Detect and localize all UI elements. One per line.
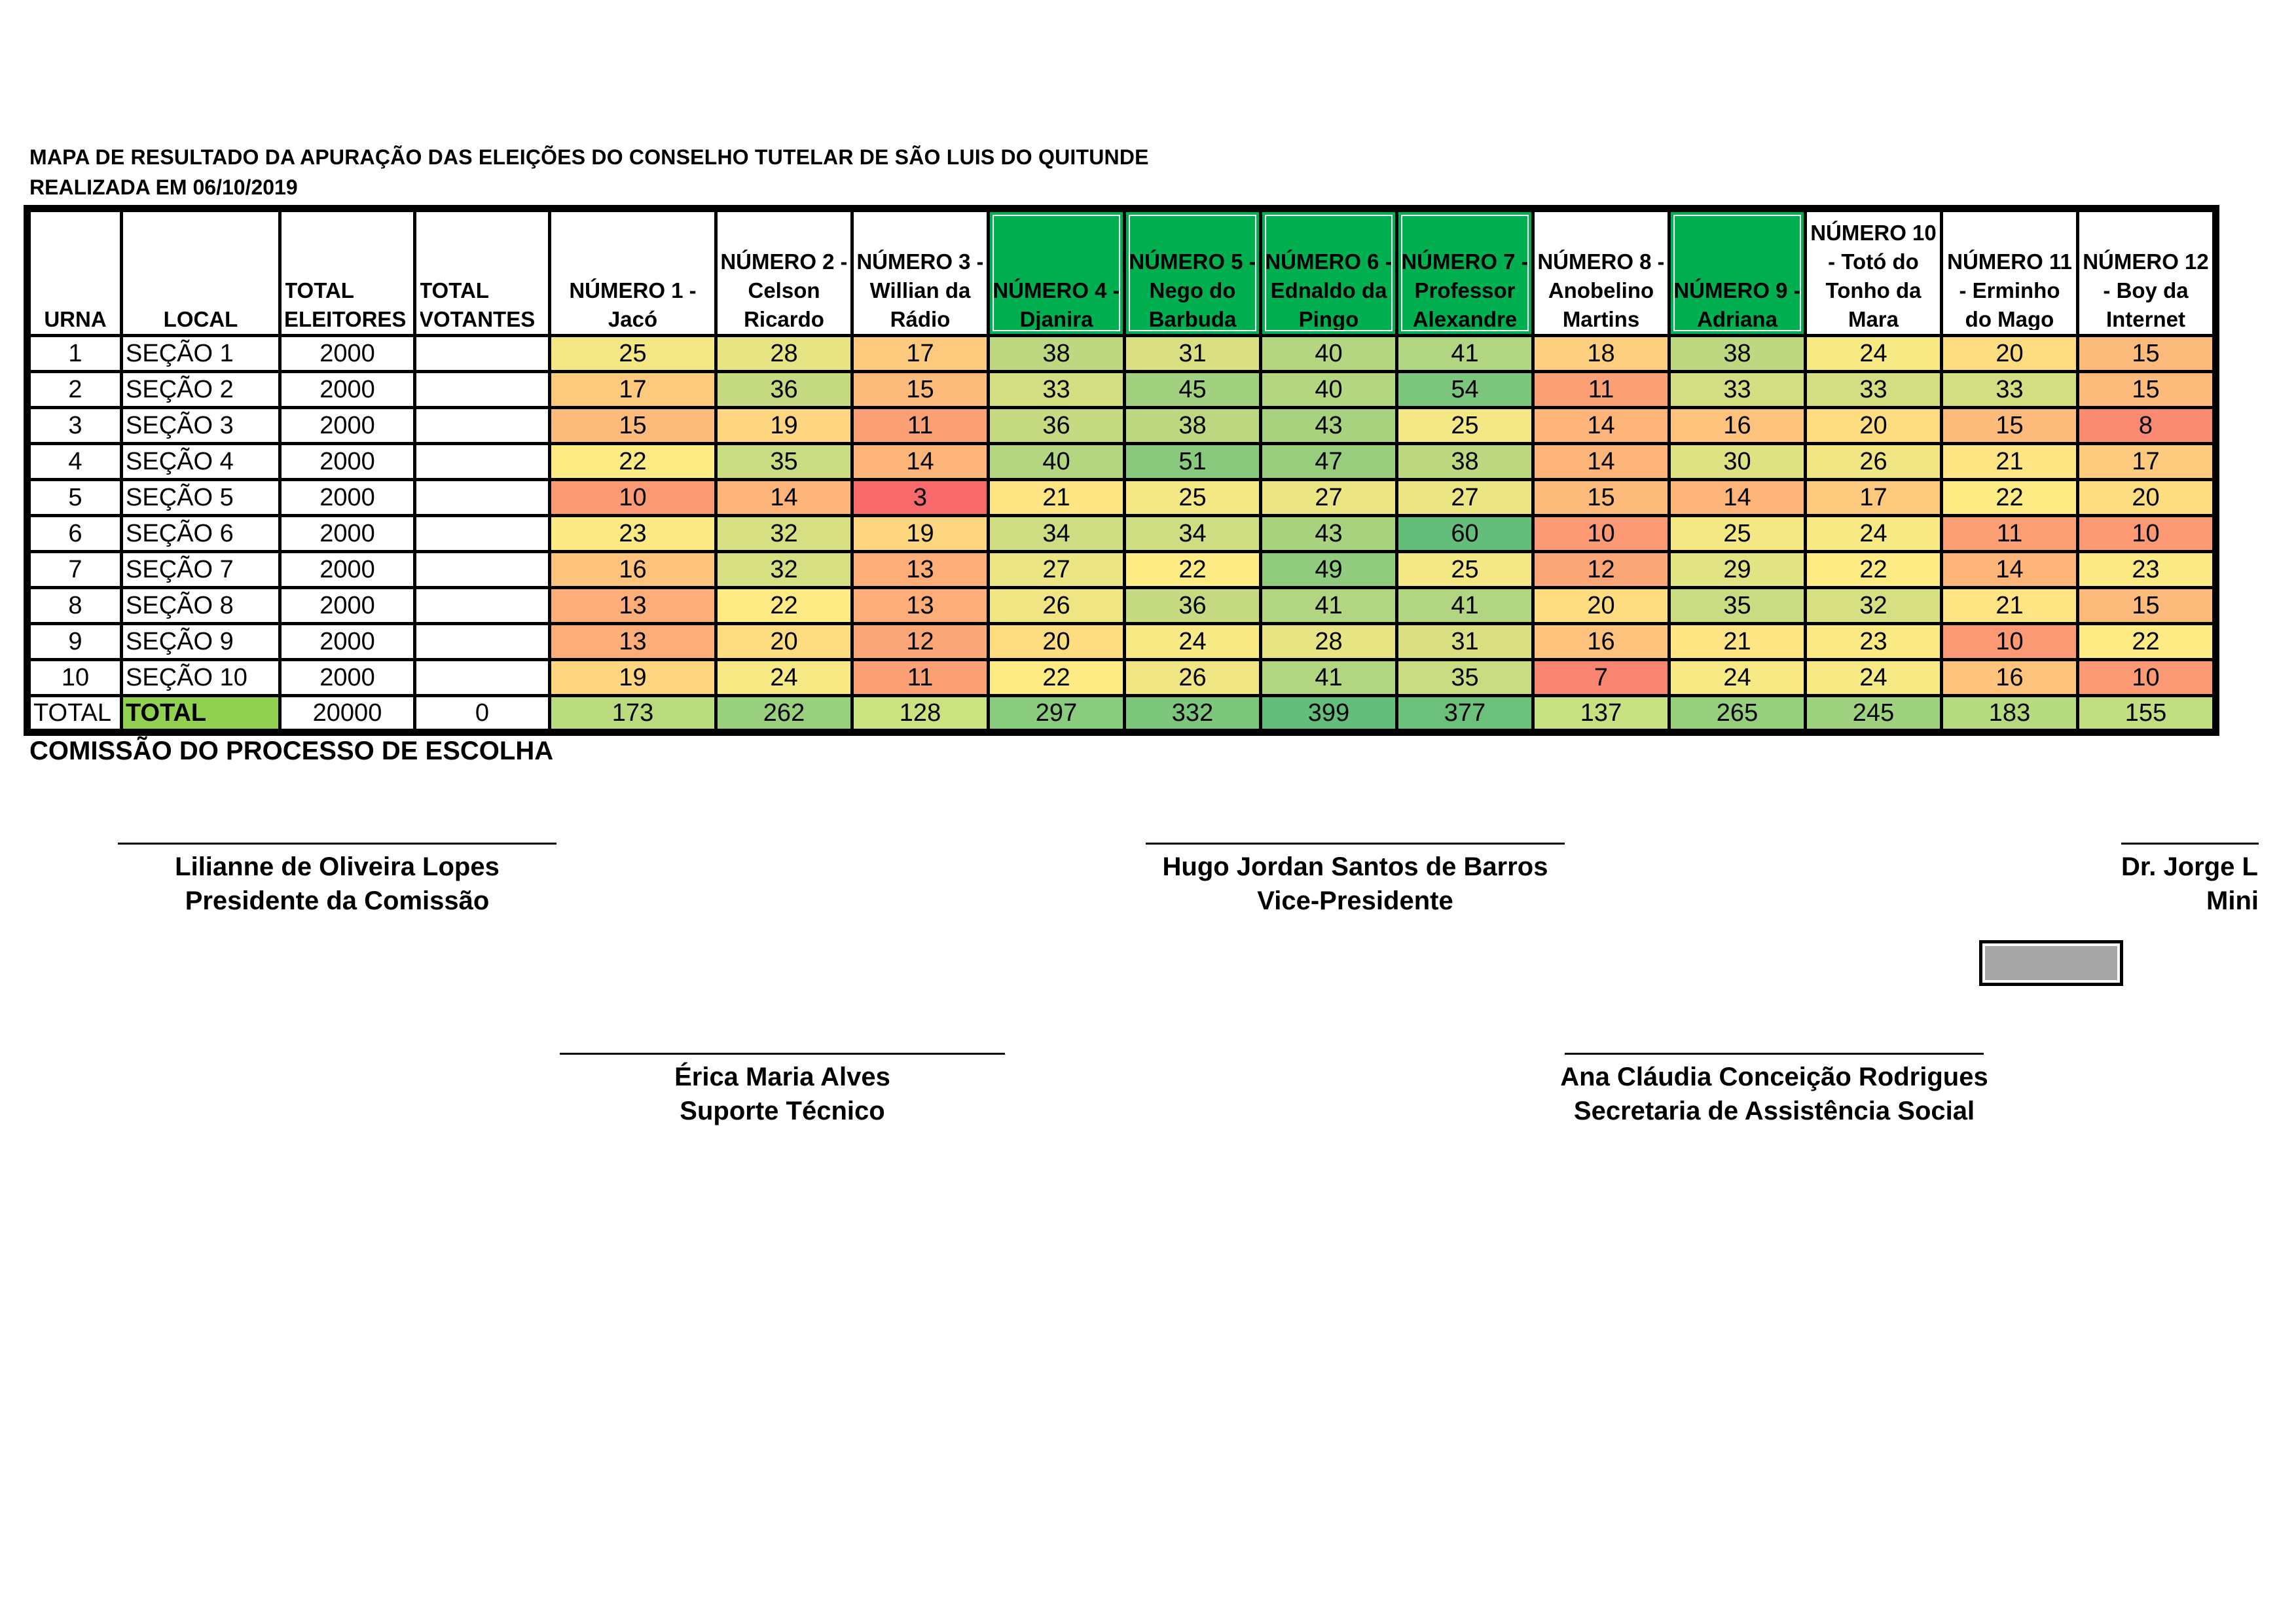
vote-cell: 22 [718, 589, 850, 622]
local-cell: SEÇÃO 8 [123, 589, 278, 622]
vote-cell: 25 [1398, 409, 1531, 442]
signature-name: Dr. Jorge L [2121, 852, 2258, 881]
vote-cell: 38 [1671, 337, 1804, 370]
local-cell: SEÇÃO 4 [123, 445, 278, 478]
vote-cell: 35 [718, 445, 850, 478]
vote-cell: 40 [990, 445, 1123, 478]
vote-cell: 41 [1398, 337, 1531, 370]
urna-cell: 1 [31, 337, 120, 370]
total-label-cell: TOTAL [123, 697, 278, 729]
vote-cell: 11 [1943, 517, 2076, 550]
table-row [31, 337, 2212, 370]
vote-cell: 15 [1535, 481, 1667, 514]
signature-support [560, 1053, 1005, 1128]
signature-role: Presidente da Comissão [185, 886, 490, 915]
vote-cell: 11 [854, 661, 987, 694]
local-cell: SEÇÃO 1 [123, 337, 278, 370]
vote-cell: 33 [1943, 373, 2076, 406]
header-candidate-3: NÚMERO 3 - Willian da Rádio [854, 212, 987, 334]
vote-cell: 15 [551, 409, 714, 442]
local-cell: SEÇÃO 5 [123, 481, 278, 514]
vote-cell: 15 [854, 373, 987, 406]
vote-cell: 21 [1943, 589, 2076, 622]
vote-cell: 45 [1126, 373, 1259, 406]
vote-cell: 15 [2079, 589, 2212, 622]
total-votantes-cell: 0 [416, 697, 548, 729]
vote-cell: 31 [1126, 337, 1259, 370]
vote-cell: 20 [2079, 481, 2212, 514]
header-total-votantes: TOTAL VOTANTES [416, 212, 548, 334]
vote-cell: 3 [854, 481, 987, 514]
vote-cell: 43 [1262, 517, 1395, 550]
local-cell: SEÇÃO 2 [123, 373, 278, 406]
total-vote-cell: 128 [854, 697, 987, 729]
vote-cell: 21 [1943, 445, 2076, 478]
vote-cell: 43 [1262, 409, 1395, 442]
urna-cell: 3 [31, 409, 120, 442]
urna-cell: 9 [31, 625, 120, 658]
signature-line [118, 843, 556, 845]
vote-cell: 8 [2079, 409, 2212, 442]
vote-cell: 20 [1943, 337, 2076, 370]
vote-cell: 24 [1671, 661, 1804, 694]
signature-role: Mini [2206, 886, 2259, 915]
header-candidate-7: NÚMERO 7 - Professor Alexandre [1398, 212, 1531, 334]
signature-role: Secretaria de Assistência Social [1573, 1097, 1975, 1125]
header-total-eleitores: TOTAL ELEITORES [282, 212, 413, 334]
vote-cell: 24 [1807, 517, 1940, 550]
vote-cell: 15 [1943, 409, 2076, 442]
vote-cell: 12 [854, 625, 987, 658]
header-candidate-12: NÚMERO 12 - Boy da Internet [2079, 212, 2212, 334]
urna-cell: 10 [31, 661, 120, 694]
vote-cell: 10 [1943, 625, 2076, 658]
local-cell: SEÇÃO 7 [123, 553, 278, 586]
signature-secretary [1525, 1053, 2023, 1128]
vote-cell: 22 [1807, 553, 1940, 586]
page-subtitle: REALIZADA EM 06/10/2019 [29, 175, 298, 199]
total-vote-cell: 297 [990, 697, 1123, 729]
table-row [31, 553, 2212, 586]
table-row [31, 409, 2212, 442]
local-cell: SEÇÃO 3 [123, 409, 278, 442]
vote-cell: 11 [854, 409, 987, 442]
vote-cell: 36 [990, 409, 1123, 442]
vote-cell: 20 [1807, 409, 1940, 442]
vote-cell: 47 [1262, 445, 1395, 478]
vote-cell: 41 [1398, 589, 1531, 622]
table-row [31, 481, 2212, 514]
vote-cell: 13 [551, 589, 714, 622]
vote-cell: 21 [1671, 625, 1804, 658]
vote-cell: 26 [990, 589, 1123, 622]
vote-cell: 30 [1671, 445, 1804, 478]
vote-cell: 21 [990, 481, 1123, 514]
vote-cell: 26 [1807, 445, 1940, 478]
vote-cell: 16 [1535, 625, 1667, 658]
eleitores-cell: 2000 [282, 589, 413, 622]
header-candidate-8: NÚMERO 8 - Anobelino Martins [1535, 212, 1667, 334]
eleitores-cell: 2000 [282, 337, 413, 370]
vote-cell: 36 [1126, 589, 1259, 622]
signature-line [560, 1053, 1005, 1055]
vote-cell: 33 [1671, 373, 1804, 406]
vote-cell: 26 [1126, 661, 1259, 694]
votantes-cell [416, 409, 548, 442]
vote-cell: 20 [990, 625, 1123, 658]
total-vote-cell: 332 [1126, 697, 1259, 729]
header-candidate-6: NÚMERO 6 - Ednaldo da Pingo [1262, 212, 1395, 334]
vote-cell: 18 [1535, 337, 1667, 370]
vote-cell: 13 [854, 589, 987, 622]
vote-cell: 10 [551, 481, 714, 514]
vote-cell: 24 [1807, 661, 1940, 694]
signature-name: Érica Maria Alves [674, 1063, 890, 1091]
header-candidate-1: NÚMERO 1 - Jacó [551, 212, 714, 334]
vote-cell: 27 [990, 553, 1123, 586]
eleitores-cell: 2000 [282, 553, 413, 586]
total-row [31, 697, 2212, 729]
votantes-cell [416, 337, 548, 370]
votantes-cell [416, 589, 548, 622]
vote-cell: 38 [990, 337, 1123, 370]
votantes-cell [416, 661, 548, 694]
vote-cell: 24 [1807, 337, 1940, 370]
urna-cell: 4 [31, 445, 120, 478]
urna-cell: 7 [31, 553, 120, 586]
vote-cell: 38 [1398, 445, 1531, 478]
vote-cell: 12 [1535, 553, 1667, 586]
vote-cell: 27 [1398, 481, 1531, 514]
local-cell: SEÇÃO 10 [123, 661, 278, 694]
vote-cell: 32 [718, 517, 850, 550]
eleitores-cell: 2000 [282, 481, 413, 514]
vote-cell: 13 [551, 625, 714, 658]
signature-vice-president [1146, 843, 1565, 918]
commission-heading: COMISSÃO DO PROCESSO DE ESCOLHA [29, 737, 554, 765]
vote-cell: 14 [1535, 445, 1667, 478]
header-candidate-9: NÚMERO 9 - Adriana [1671, 212, 1804, 334]
vote-cell: 35 [1671, 589, 1804, 622]
signature-line [1565, 1053, 1984, 1055]
header-candidate-2: NÚMERO 2 - Celson Ricardo [718, 212, 850, 334]
vote-cell: 10 [1535, 517, 1667, 550]
vote-cell: 38 [1126, 409, 1259, 442]
eleitores-cell: 2000 [282, 625, 413, 658]
vote-cell: 33 [990, 373, 1123, 406]
vote-cell: 32 [718, 553, 850, 586]
vote-cell: 29 [1671, 553, 1804, 586]
eleitores-cell: 2000 [282, 661, 413, 694]
vote-cell: 22 [1943, 481, 2076, 514]
vote-cell: 22 [551, 445, 714, 478]
vote-cell: 35 [1398, 661, 1531, 694]
total-vote-cell: 137 [1535, 697, 1667, 729]
vote-cell: 14 [1535, 409, 1667, 442]
signature-name: Lilianne de Oliveira Lopes [175, 852, 500, 881]
votantes-cell [416, 625, 548, 658]
vote-cell: 51 [1126, 445, 1259, 478]
total-vote-cell: 265 [1671, 697, 1804, 729]
vote-cell: 25 [551, 337, 714, 370]
urna-cell: 6 [31, 517, 120, 550]
total-vote-cell: 245 [1807, 697, 1940, 729]
vote-cell: 15 [2079, 337, 2212, 370]
vote-cell: 49 [1262, 553, 1395, 586]
vote-cell: 34 [990, 517, 1123, 550]
votantes-cell [416, 553, 548, 586]
header-local: LOCAL [123, 212, 278, 334]
urna-cell: 8 [31, 589, 120, 622]
vote-cell: 14 [854, 445, 987, 478]
vote-cell: 27 [1262, 481, 1395, 514]
vote-cell: 22 [2079, 625, 2212, 658]
vote-cell: 25 [1398, 553, 1531, 586]
vote-cell: 14 [718, 481, 850, 514]
total-urna-cell: TOTAL [31, 697, 120, 729]
vote-cell: 25 [1671, 517, 1804, 550]
vote-cell: 60 [1398, 517, 1531, 550]
vote-cell: 14 [1943, 553, 2076, 586]
vote-cell: 23 [1807, 625, 1940, 658]
vote-cell: 13 [854, 553, 987, 586]
vote-cell: 19 [551, 661, 714, 694]
vote-cell: 22 [990, 661, 1123, 694]
total-vote-cell: 155 [2079, 697, 2212, 729]
vote-cell: 17 [1807, 481, 1940, 514]
signature-name: Ana Cláudia Conceição Rodrigues [1560, 1063, 1988, 1091]
total-eleitores-cell: 20000 [282, 697, 413, 729]
local-cell: SEÇÃO 9 [123, 625, 278, 658]
signature-line [1146, 843, 1565, 845]
vote-cell: 20 [718, 625, 850, 658]
vote-cell: 40 [1262, 337, 1395, 370]
vote-cell: 25 [1126, 481, 1259, 514]
vote-cell: 28 [718, 337, 850, 370]
header-candidate-11: NÚMERO 11 - Erminho do Mago [1943, 212, 2076, 334]
vote-cell: 19 [854, 517, 987, 550]
total-vote-cell: 262 [718, 697, 850, 729]
votantes-cell [416, 373, 548, 406]
table-row [31, 373, 2212, 406]
urna-cell: 2 [31, 373, 120, 406]
vote-cell: 20 [1535, 589, 1667, 622]
vote-cell: 16 [1671, 409, 1804, 442]
urna-cell: 5 [31, 481, 120, 514]
eleitores-cell: 2000 [282, 409, 413, 442]
vote-cell: 17 [551, 373, 714, 406]
vote-cell: 40 [1262, 373, 1395, 406]
vote-cell: 14 [1671, 481, 1804, 514]
vote-cell: 41 [1262, 661, 1395, 694]
vote-cell: 17 [854, 337, 987, 370]
total-vote-cell: 399 [1262, 697, 1395, 729]
total-vote-cell: 173 [551, 697, 714, 729]
vote-cell: 31 [1398, 625, 1531, 658]
signature-line [2121, 843, 2259, 845]
vote-cell: 34 [1126, 517, 1259, 550]
vote-cell: 10 [2079, 661, 2212, 694]
vote-cell: 7 [1535, 661, 1667, 694]
vote-cell: 19 [718, 409, 850, 442]
votantes-cell [416, 517, 548, 550]
total-vote-cell: 183 [1943, 697, 2076, 729]
local-cell: SEÇÃO 6 [123, 517, 278, 550]
vote-cell: 32 [1807, 589, 1940, 622]
vote-cell: 11 [1535, 373, 1667, 406]
signature-minister [2121, 843, 2259, 918]
table-row [31, 625, 2212, 658]
signature-role: Suporte Técnico [680, 1097, 885, 1125]
votantes-cell [416, 481, 548, 514]
eleitores-cell: 2000 [282, 373, 413, 406]
table-row [31, 661, 2212, 694]
vote-cell: 24 [718, 661, 850, 694]
vote-cell: 23 [551, 517, 714, 550]
vote-cell: 16 [551, 553, 714, 586]
signature-name: Hugo Jordan Santos de Barros [1162, 852, 1548, 881]
vote-cell: 24 [1126, 625, 1259, 658]
eleitores-cell: 2000 [282, 517, 413, 550]
table-row [31, 445, 2212, 478]
results-table [24, 205, 2219, 736]
table-row [31, 589, 2212, 622]
header-candidate-5: NÚMERO 5 - Nego do Barbuda [1126, 212, 1259, 334]
vote-cell: 15 [2079, 373, 2212, 406]
signature-president [118, 843, 556, 918]
header-candidate-4: NÚMERO 4 - Djanira [990, 212, 1123, 334]
vote-cell: 23 [2079, 553, 2212, 586]
page-title: MAPA DE RESULTADO DA APURAÇÃO DAS ELEIÇÕES DO CONSELHO TUTELAR DE SÃO LUIS DO QUITUNDE [29, 145, 1149, 169]
header-candidate-10: NÚMERO 10 - Totó do Tonho da Mara [1807, 212, 1940, 334]
vote-cell: 16 [1943, 661, 2076, 694]
header-urna: URNA [31, 212, 120, 334]
table-row [31, 517, 2212, 550]
total-vote-cell: 377 [1398, 697, 1531, 729]
vote-cell: 33 [1807, 373, 1940, 406]
vote-cell: 22 [1126, 553, 1259, 586]
eleitores-cell: 2000 [282, 445, 413, 478]
gray-form-control[interactable] [1980, 941, 2122, 985]
vote-cell: 28 [1262, 625, 1395, 658]
vote-cell: 10 [2079, 517, 2212, 550]
vote-cell: 54 [1398, 373, 1531, 406]
signature-role: Vice-Presidente [1257, 886, 1453, 915]
vote-cell: 17 [2079, 445, 2212, 478]
vote-cell: 41 [1262, 589, 1395, 622]
votantes-cell [416, 445, 548, 478]
vote-cell: 36 [718, 373, 850, 406]
